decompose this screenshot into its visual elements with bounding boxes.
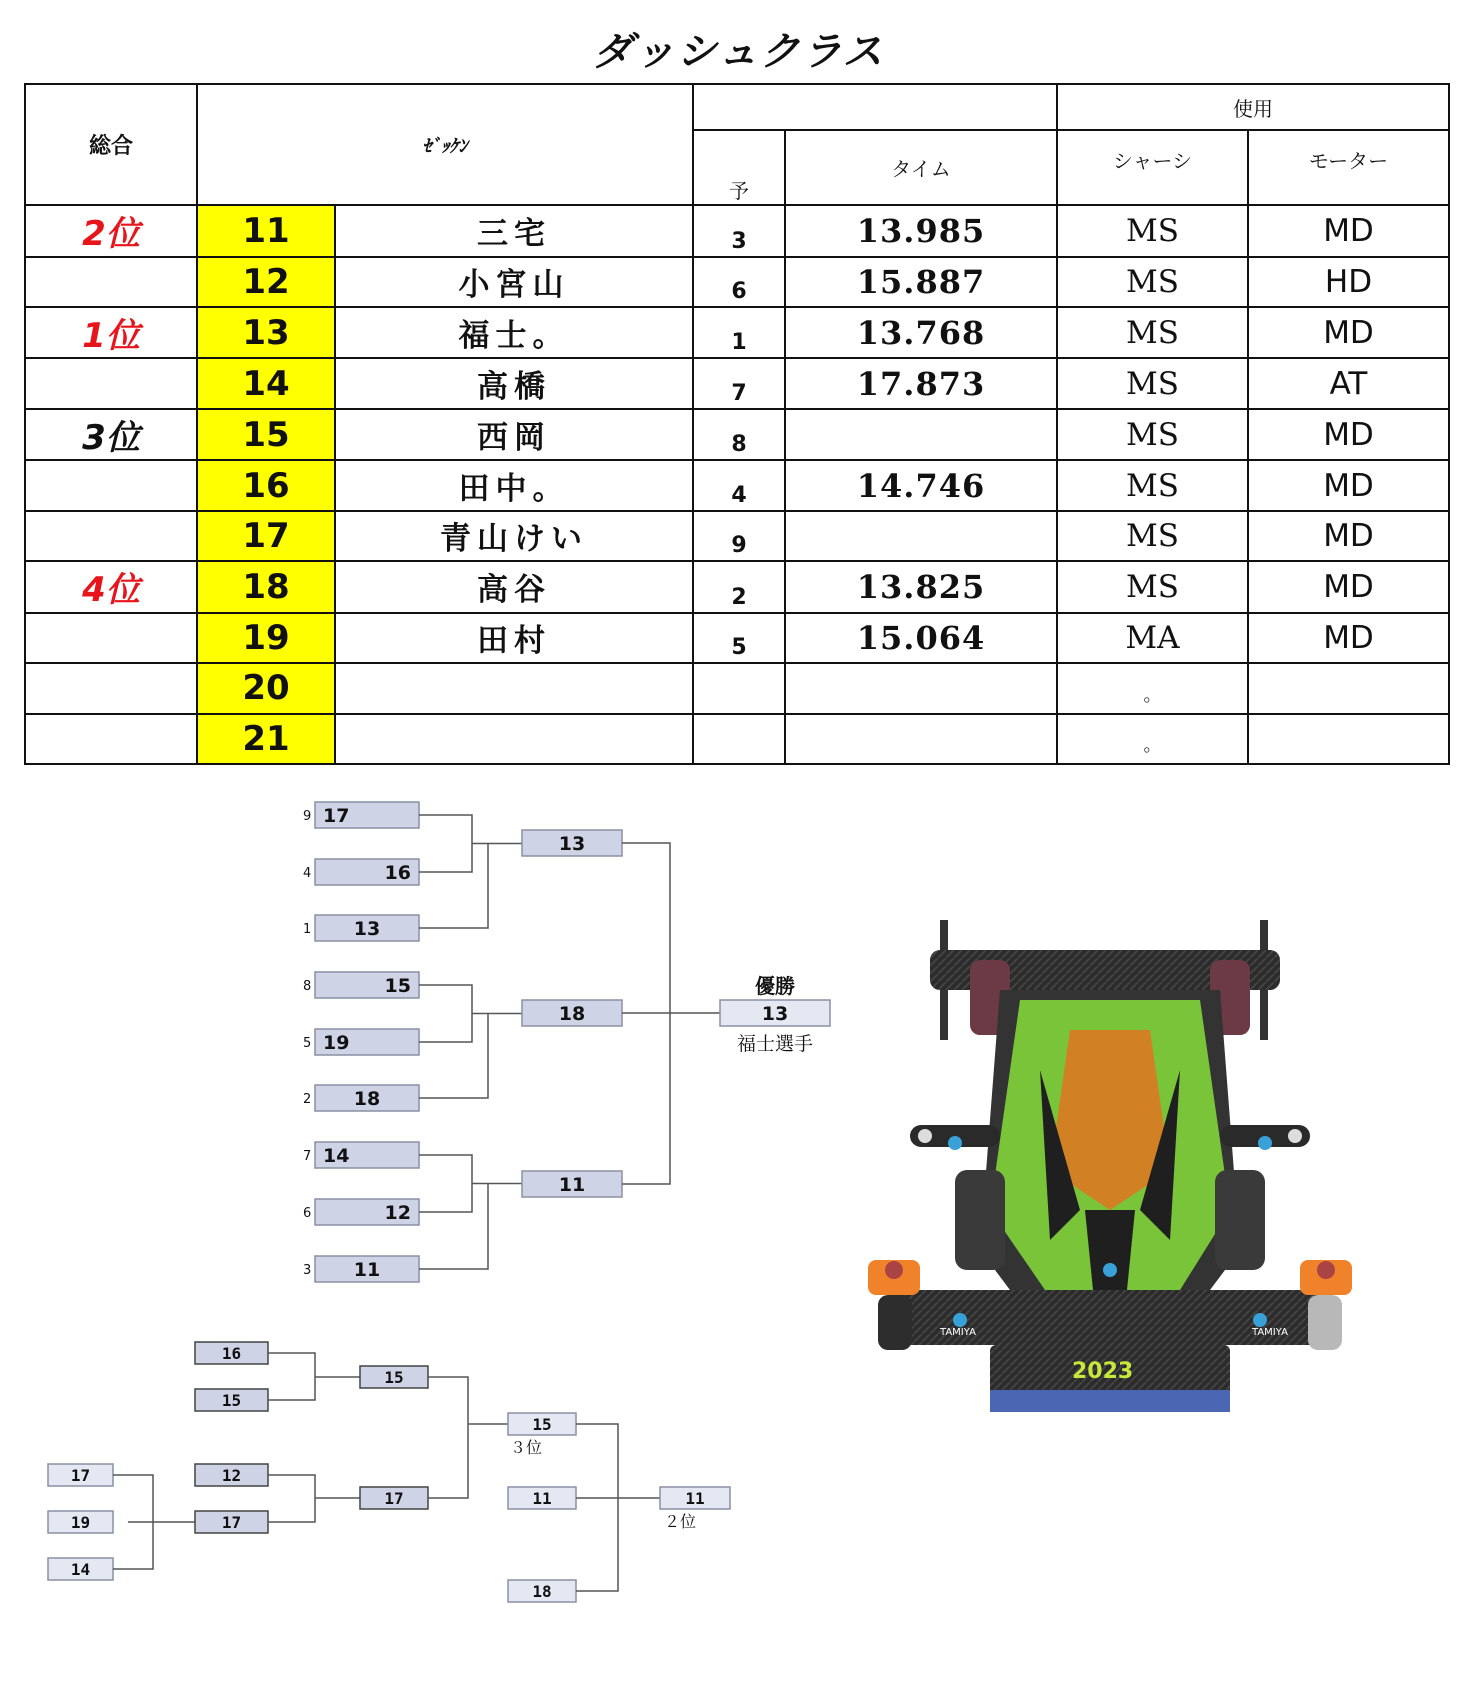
consolation-round1-box-text: 15	[221, 1391, 242, 1410]
time-cell	[785, 714, 1057, 765]
consolation-round1-box-text: 12	[221, 1466, 242, 1485]
time-cell	[785, 511, 1057, 561]
time-cell: 15.064	[785, 613, 1057, 663]
rank-cell: 2位	[25, 205, 197, 256]
motor-cell: AT	[1248, 358, 1449, 408]
time-cell: 15.887	[785, 257, 1057, 307]
table-row	[25, 714, 1449, 765]
header-overall: 総合	[25, 84, 197, 205]
name-cell: 田村	[335, 613, 693, 663]
seed-number: 5	[303, 1036, 312, 1051]
motor-cell: MD	[1248, 409, 1449, 460]
heat-cell	[693, 714, 785, 765]
bracket-line	[428, 1377, 468, 1498]
seed-number: 7	[303, 1149, 312, 1164]
table-row	[25, 205, 1449, 256]
second-place-box-text: 11	[685, 1489, 705, 1508]
time-cell: 13.825	[785, 561, 1057, 612]
semifinal-bib: 11	[558, 1174, 586, 1196]
winner-bib: 13	[761, 1003, 789, 1025]
header-chassis: シャーシ	[1057, 130, 1248, 205]
table-row	[25, 460, 1449, 510]
photo-text-tamiya-right: TAMIYA	[1252, 1327, 1288, 1338]
rank-cell	[25, 663, 197, 713]
chassis-cell: 。	[1057, 663, 1248, 713]
rank-cell: 1位	[25, 307, 197, 358]
results-table	[24, 83, 1450, 765]
bracket-line	[419, 815, 472, 872]
time-cell	[785, 409, 1057, 460]
consolation-left-box-text: 17	[70, 1466, 91, 1485]
header-motor: モーター	[1248, 130, 1449, 205]
motor-cell: MD	[1248, 460, 1449, 510]
motor-cell: MD	[1248, 613, 1449, 663]
name-cell: 田中。	[335, 460, 693, 510]
third-place-label: ３位	[510, 1438, 543, 1457]
chassis-cell: MS	[1057, 205, 1248, 256]
consolation-mid-box-text: 11	[532, 1489, 552, 1508]
seed-number: 3	[303, 1263, 312, 1278]
heat-cell	[693, 663, 785, 713]
third-place-box-text: 15	[532, 1415, 552, 1434]
motor-cell	[1248, 663, 1449, 713]
photo-text-year: 2023	[1072, 1359, 1134, 1384]
seed-bib: 19	[323, 1032, 350, 1054]
chassis-cell: 。	[1057, 714, 1248, 765]
heat-cell: 5	[693, 613, 785, 663]
page-title: ダッシュクラス	[592, 29, 885, 75]
chassis-cell: MS	[1057, 307, 1248, 358]
table-row	[25, 257, 1449, 307]
bracket-line	[576, 1424, 618, 1591]
bib-cell: 14	[197, 358, 335, 408]
seed-number: 9	[303, 809, 312, 824]
semifinal-bib: 13	[558, 833, 586, 855]
consolation-left-box-text: 14	[70, 1560, 91, 1579]
seed-bib: 17	[323, 805, 350, 827]
chassis-cell: MS	[1057, 511, 1248, 561]
chassis-cell: MS	[1057, 409, 1248, 460]
bracket-line	[419, 1184, 488, 1270]
winner-name: 福士選手	[736, 1033, 814, 1055]
seed-bib: 15	[384, 975, 411, 997]
name-cell: 青山けい	[335, 511, 693, 561]
heat-cell: 6	[693, 257, 785, 307]
heat-cell: 7	[693, 358, 785, 408]
name-cell	[335, 714, 693, 765]
bracket-line	[419, 1014, 488, 1099]
table-row	[25, 358, 1449, 408]
header-bib: ｾﾞｯｹﾝ	[197, 84, 693, 205]
winner-label: 優勝	[755, 974, 795, 998]
seed-number: 4	[303, 866, 312, 881]
bib-cell: 18	[197, 561, 335, 612]
consolation-round2-box-text: 17	[384, 1489, 404, 1508]
time-cell	[785, 663, 1057, 713]
table-row	[25, 613, 1449, 663]
heat-cell: 9	[693, 511, 785, 561]
bracket-line	[419, 844, 488, 929]
rank-cell	[25, 511, 197, 561]
seed-number: 8	[303, 979, 312, 994]
seed-bib: 16	[384, 862, 411, 884]
header-used: 使用	[1057, 84, 1449, 130]
bib-cell: 12	[197, 257, 335, 307]
name-cell: 三宅	[335, 205, 693, 256]
bib-cell: 13	[197, 307, 335, 358]
time-cell: 17.873	[785, 358, 1057, 408]
bracket-line	[268, 1475, 315, 1522]
heat-cell: 3	[693, 205, 785, 256]
bib-cell: 21	[197, 714, 335, 765]
header-heat: 予	[693, 130, 785, 205]
time-cell: 14.746	[785, 460, 1057, 510]
rank-cell	[25, 358, 197, 408]
chassis-cell: MS	[1057, 358, 1248, 408]
heat-cell: 1	[693, 307, 785, 358]
motor-cell: MD	[1248, 561, 1449, 612]
seed-bib: 18	[353, 1088, 381, 1110]
bib-cell: 17	[197, 511, 335, 561]
second-place-label: ２位	[664, 1512, 697, 1531]
name-cell: 高谷	[335, 561, 693, 612]
rank-cell	[25, 460, 197, 510]
table-row	[25, 307, 1449, 358]
seed-bib: 11	[353, 1259, 381, 1281]
motor-cell: HD	[1248, 257, 1449, 307]
consolation-round2-box-text: 15	[384, 1368, 404, 1387]
heat-cell: 8	[693, 409, 785, 460]
seed-number: 1	[303, 922, 312, 937]
name-cell	[335, 663, 693, 713]
bib-cell: 15	[197, 409, 335, 460]
header-time: タイム	[785, 130, 1057, 205]
bib-cell: 20	[197, 663, 335, 713]
rank-cell	[25, 613, 197, 663]
name-cell: 高橋	[335, 358, 693, 408]
heat-cell: 4	[693, 460, 785, 510]
name-cell: 福士。	[335, 307, 693, 358]
seed-number: 2	[303, 1092, 312, 1107]
rank-cell: 4位	[25, 561, 197, 612]
consolation-bracket	[48, 1342, 730, 1602]
table-row	[25, 663, 1449, 713]
chassis-cell: MS	[1057, 561, 1248, 612]
rank-cell	[25, 714, 197, 765]
bracket-line	[419, 985, 472, 1042]
motor-cell	[1248, 714, 1449, 765]
rank-cell	[25, 257, 197, 307]
seed-bib: 13	[353, 918, 381, 940]
motor-cell: MD	[1248, 307, 1449, 358]
motor-cell: MD	[1248, 511, 1449, 561]
time-cell: 13.768	[785, 307, 1057, 358]
consolation-round1-box-text: 17	[221, 1513, 242, 1532]
seed-bib: 14	[323, 1145, 350, 1167]
seed-bib: 12	[384, 1202, 411, 1224]
chassis-cell: MA	[1057, 613, 1248, 663]
time-cell: 13.985	[785, 205, 1057, 256]
rank-cell: 3位	[25, 409, 197, 460]
bracket-line	[268, 1353, 315, 1400]
name-cell: 小宮山	[335, 257, 693, 307]
bracket-line	[419, 1155, 472, 1212]
seed-number: 6	[303, 1206, 312, 1221]
table-row	[25, 511, 1449, 561]
chassis-cell: MS	[1057, 257, 1248, 307]
motor-cell: MD	[1248, 205, 1449, 256]
consolation-mid-box-text: 18	[532, 1582, 552, 1601]
photo-text-tamiya-left: TAMIYA	[940, 1327, 976, 1338]
bib-cell: 16	[197, 460, 335, 510]
bib-cell: 19	[197, 613, 335, 663]
bib-cell: 11	[197, 205, 335, 256]
semifinal-bib: 18	[558, 1003, 586, 1025]
main-bracket	[303, 802, 830, 1282]
header-blank	[693, 84, 1057, 130]
consolation-left-box-text: 19	[70, 1513, 91, 1532]
name-cell: 西岡	[335, 409, 693, 460]
heat-cell: 2	[693, 561, 785, 612]
table-row	[25, 409, 1449, 460]
chassis-cell: MS	[1057, 460, 1248, 510]
mini-4wd-car-image	[850, 910, 1420, 1430]
consolation-round1-box-text: 16	[221, 1344, 242, 1363]
table-row	[25, 561, 1449, 612]
